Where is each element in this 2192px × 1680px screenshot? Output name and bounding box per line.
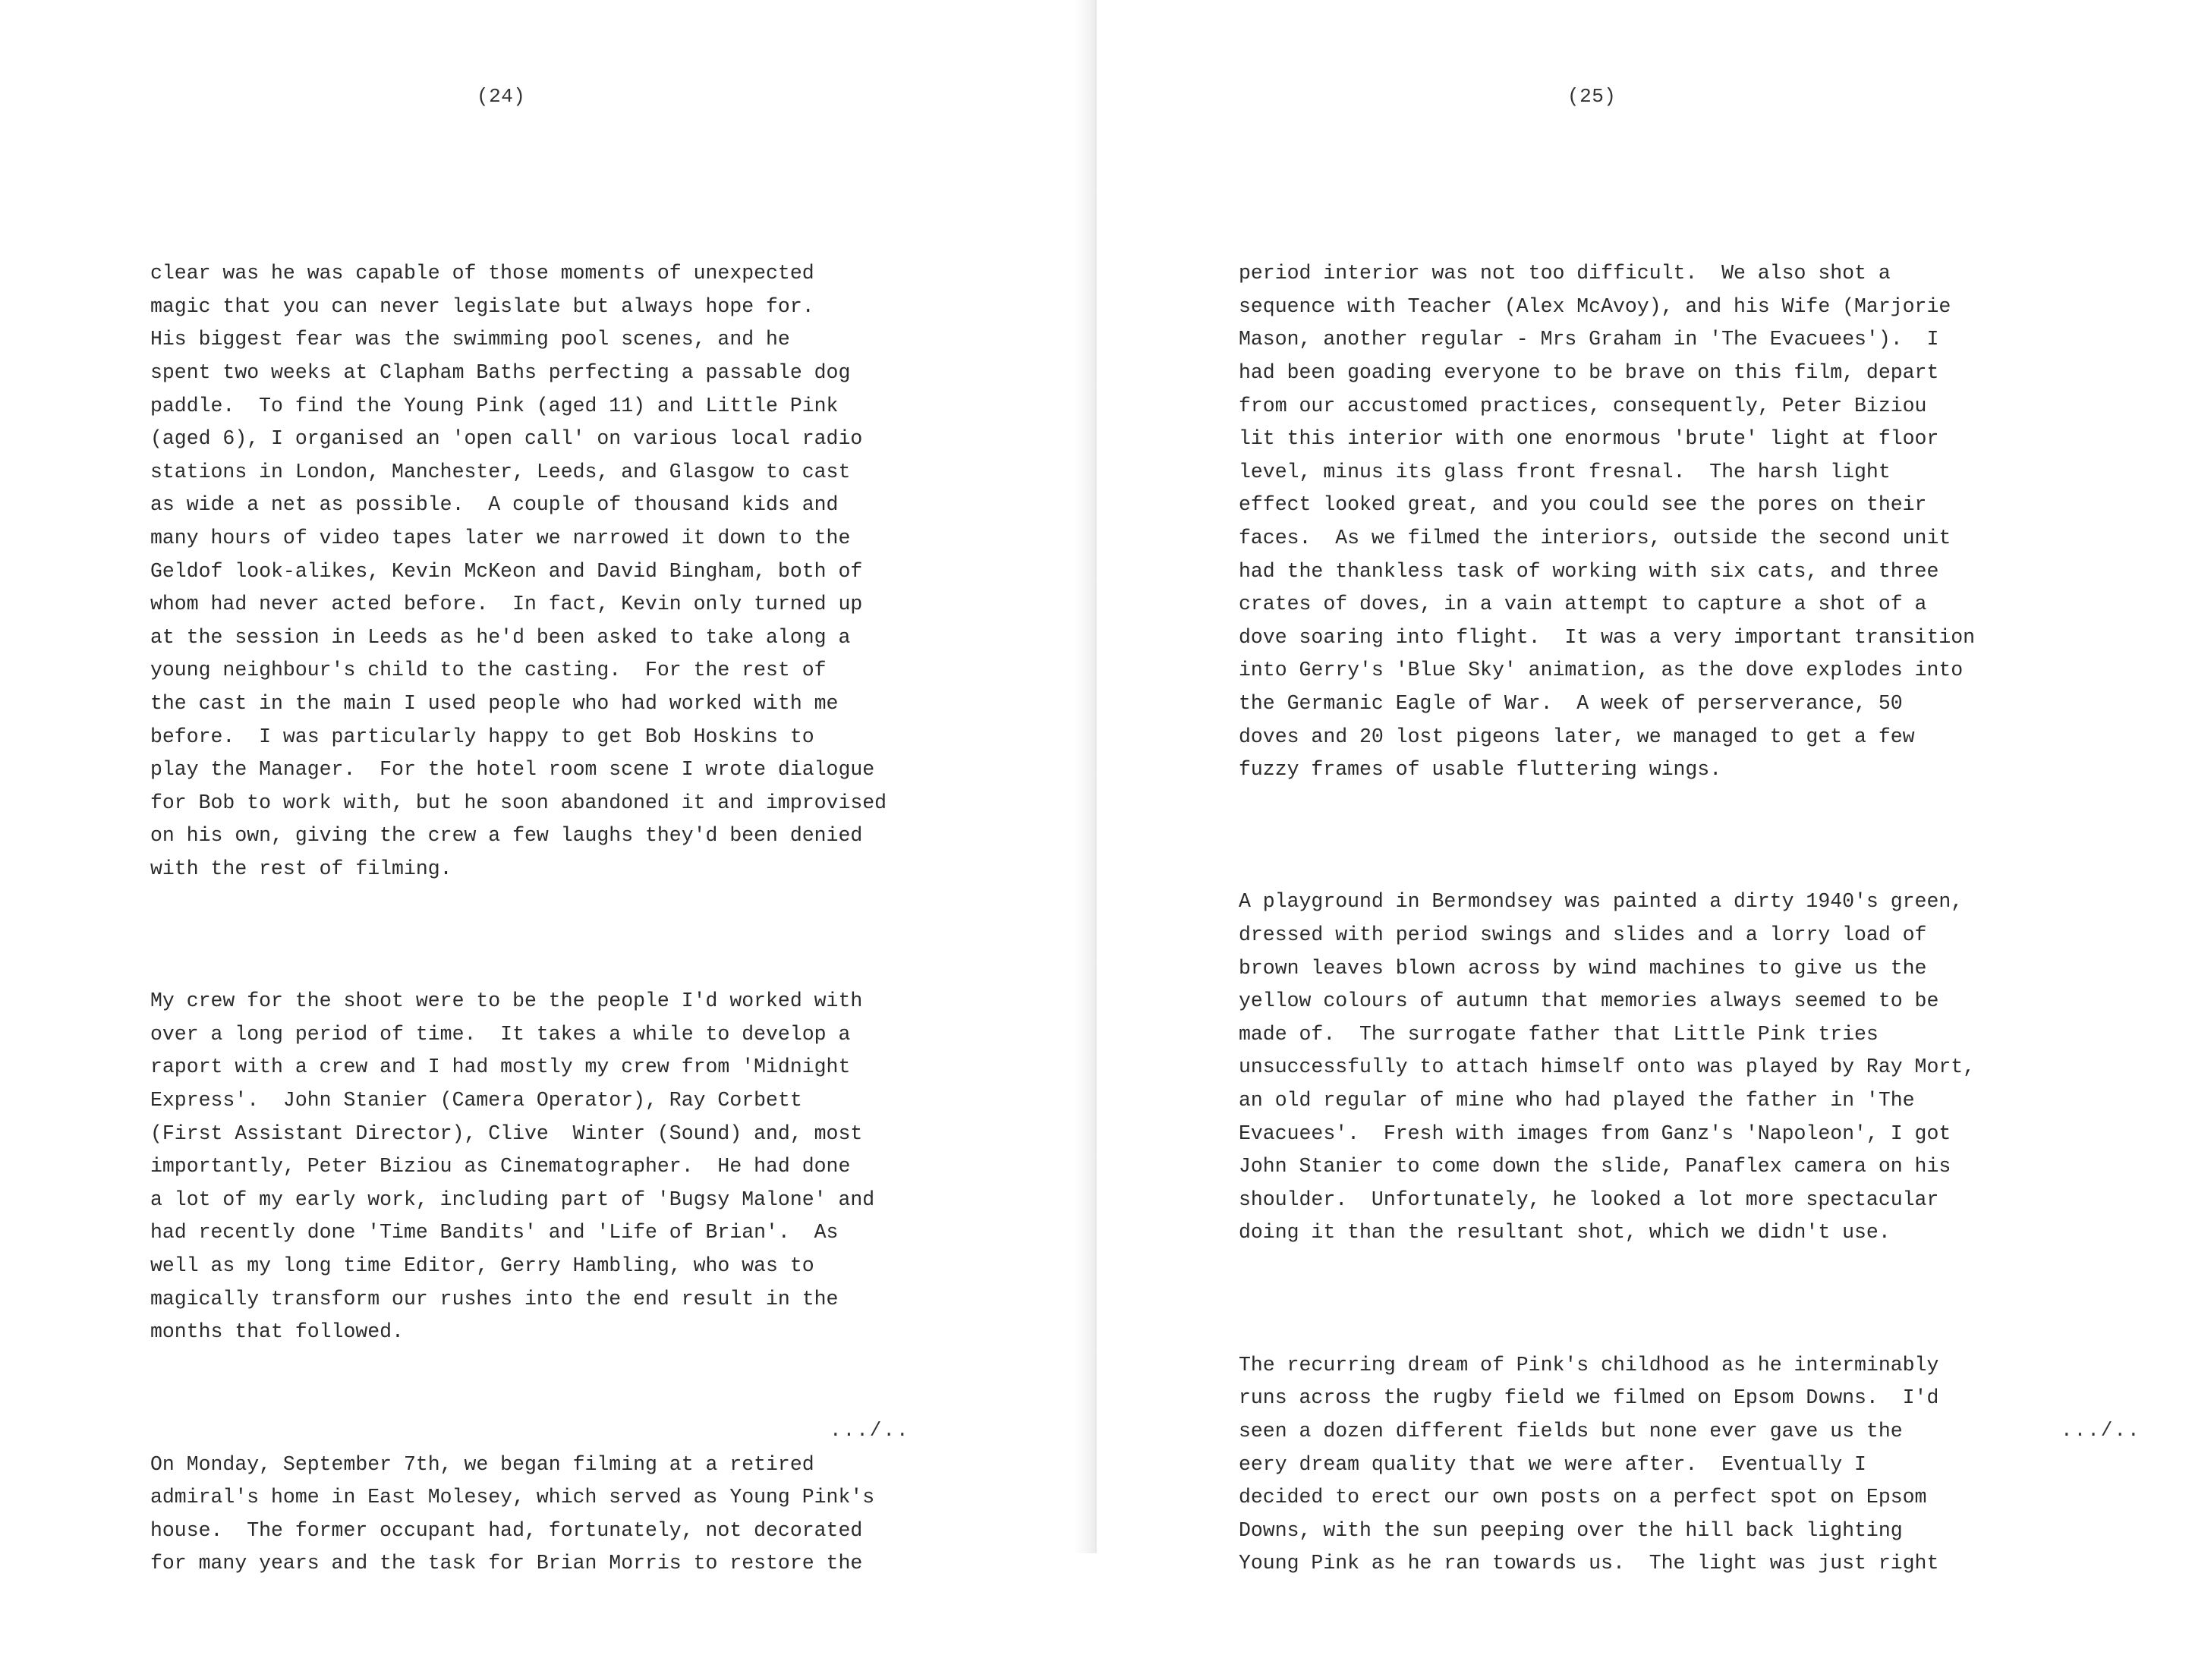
text-line: made of. The surrogate father that Little Pink tries — [1239, 1022, 1879, 1046]
text-line: had recently done 'Time Bandits' and 'Life of Brian'. As — [150, 1221, 839, 1244]
text-line: lit this interior with one enormous 'brute' light at floor — [1239, 427, 1939, 451]
text-line: stations in London, Manchester, Leeds, and Glasgow to cast — [150, 460, 851, 483]
text-line: had been goading everyone to be brave on this film, depart — [1239, 360, 1939, 384]
text-line: dressed with period swings and slides and a lorry load of — [1239, 923, 1927, 947]
text-line: On Monday, September 7th, we began filming at a retired — [150, 1452, 814, 1476]
text-line: Express'. John Stanier (Camera Operator), Ray Corbett — [150, 1089, 802, 1112]
text-line: brown leaves blown across by wind machines to give us the — [1239, 956, 1927, 980]
text-line: admiral's home in East Molesey, which served as Young Pink's — [150, 1486, 875, 1509]
left-page — [0, 0, 1093, 1575]
text-line: eery dream quality that we were after. Eventually I — [1239, 1452, 1866, 1476]
text-line: raport with a crew and I had mostly my crew from 'Midnight — [150, 1056, 851, 1079]
text-line: unsuccessfully to attach himself onto was played by Ray Mort, — [1239, 1056, 1976, 1079]
text-line: crates of doves, in a vain attempt to capture a shot of a — [1239, 593, 1927, 616]
text-line: level, minus its glass front fresnal. The harsh light — [1239, 460, 1891, 483]
paragraph — [1239, 886, 1975, 1250]
text-line: His biggest fear was the swimming pool scenes, and he — [150, 328, 790, 351]
text-line: clear was he was capable of those moments of unexpected — [150, 262, 814, 285]
paragraph — [150, 257, 887, 886]
page-body — [1239, 191, 1975, 1680]
page-number: (24) — [477, 85, 526, 108]
text-line: from our accustomed practices, consequently, Peter Biziou — [1239, 394, 1927, 417]
text-line: as wide a net as possible. A couple of thousand kids and — [150, 493, 839, 517]
text-line: a lot of my early work, including part of 'Bugsy Malone' and — [150, 1188, 875, 1211]
text-line: with the rest of filming. — [150, 857, 452, 880]
paragraph — [1239, 1349, 1975, 1581]
text-line: an old regular of mine who had played the father in 'The — [1239, 1089, 1915, 1112]
text-line: (aged 6), I organised an 'open call' on various local radio — [150, 427, 863, 451]
text-line: spent two weeks at Clapham Baths perfecting a passable dog — [150, 360, 851, 384]
text-line: before. I was particularly happy to get Bob Hoskins to — [150, 725, 814, 748]
text-line: dove soaring into flight. It was a very important transition — [1239, 625, 1976, 649]
text-line: Geldof look-alikes, Kevin McKeon and David Bingham, both of — [150, 559, 863, 583]
text-line: John Stanier to come down the slide, Panaflex camera on his — [1239, 1155, 1951, 1178]
text-line: My crew for the shoot were to be the people I'd worked with — [150, 989, 863, 1013]
text-line: importantly, Peter Biziou as Cinematographer. He had done — [150, 1155, 851, 1178]
text-line: for Bob to work with, but he soon abandoned it and improvised — [150, 791, 887, 814]
text-line: for many years and the task for Brian Morris to restore the — [150, 1552, 863, 1575]
text-line: whom had never acted before. In fact, Kevin only turned up — [150, 593, 863, 616]
text-line: magically transform our rushes into the end result in the — [150, 1287, 839, 1310]
text-line: Evacuees'. Fresh with images from Ganz's 'Napoleon', I got — [1239, 1122, 1951, 1145]
text-line: effect looked great, and you could see the pores on their — [1239, 493, 1927, 517]
text-line: on his own, giving the crew a few laughs they'd been denied — [150, 824, 863, 848]
text-line: decided to erect our own posts on a perfect spot on Epsom — [1239, 1486, 1927, 1509]
text-line: magic that you can never legislate but always hope for. — [150, 294, 814, 318]
text-line: faces. As we filmed the interiors, outside the second unit — [1239, 526, 1951, 549]
paragraph — [150, 985, 887, 1349]
text-line: shoulder. Unfortunately, he looked a lot more spectacular — [1239, 1188, 1939, 1211]
text-line: (First Assistant Director), Clive Winter (Sound) and, most — [150, 1122, 863, 1145]
paragraph — [1239, 257, 1975, 787]
text-line: the Germanic Eagle of War. A week of perserverance, 50 — [1239, 691, 1903, 715]
text-line: Young Pink as he ran towards us. The light was just right — [1239, 1552, 1939, 1575]
text-line: seen a dozen different fields but none ever gave us the — [1239, 1419, 1903, 1442]
text-line: young neighbour's child to the casting. For the rest of — [150, 659, 827, 682]
text-line: yellow colours of autumn that memories always seemed to be — [1239, 989, 1939, 1013]
text-line: sequence with Teacher (Alex McAvoy), and his Wife (Marjorie — [1239, 294, 1951, 318]
text-line: Mason, another regular - Mrs Graham in 'The Evacuees'). I — [1239, 328, 1939, 351]
text-line: at the session in Leeds as he'd been asked to take along a — [150, 625, 851, 649]
page-body — [150, 191, 887, 1680]
text-line: over a long period of time. It takes a while to develop a — [150, 1022, 851, 1046]
right-page — [1097, 0, 2192, 1575]
page-number: (25) — [1567, 85, 1617, 108]
text-line: many hours of video tapes later we narrowed it down to the — [150, 526, 851, 549]
text-line: A playground in Bermondsey was painted a dirty 1940's green, — [1239, 890, 1964, 914]
text-line: fuzzy frames of usable fluttering wings. — [1239, 758, 1722, 782]
text-line: the cast in the main I used people who had worked with me — [150, 691, 839, 715]
text-line: into Gerry's 'Blue Sky' animation, as the dove explodes into — [1239, 659, 1964, 682]
text-line: had the thankless task of working with six cats, and three — [1239, 559, 1939, 583]
text-line: doing it than the resultant shot, which we didn't use. — [1239, 1221, 1891, 1244]
text-line: period interior was not too difficult. We also shot a — [1239, 262, 1891, 285]
text-line: house. The former occupant had, fortunately, not decorated — [150, 1518, 863, 1542]
text-line: well as my long time Editor, Gerry Hambling, who was to — [150, 1254, 814, 1277]
text-line: The recurring dream of Pink's childhood as he interminably — [1239, 1353, 1939, 1376]
continuation-mark: .../.. — [2061, 1419, 2141, 1442]
text-line: Downs, with the sun peeping over the hill back lighting — [1239, 1518, 1903, 1542]
text-line: months that followed. — [150, 1320, 404, 1344]
text-line: doves and 20 lost pigeons later, we managed to get a few — [1239, 725, 1915, 748]
text-line: play the Manager. For the hotel room scene I wrote dialogue — [150, 758, 875, 782]
paragraph — [150, 1449, 887, 1581]
text-line: paddle. To find the Young Pink (aged 11) and Little Pink — [150, 394, 839, 417]
text-line: runs across the rugby field we filmed on Epsom Downs. I'd — [1239, 1386, 1939, 1410]
continuation-mark: .../.. — [830, 1419, 910, 1442]
